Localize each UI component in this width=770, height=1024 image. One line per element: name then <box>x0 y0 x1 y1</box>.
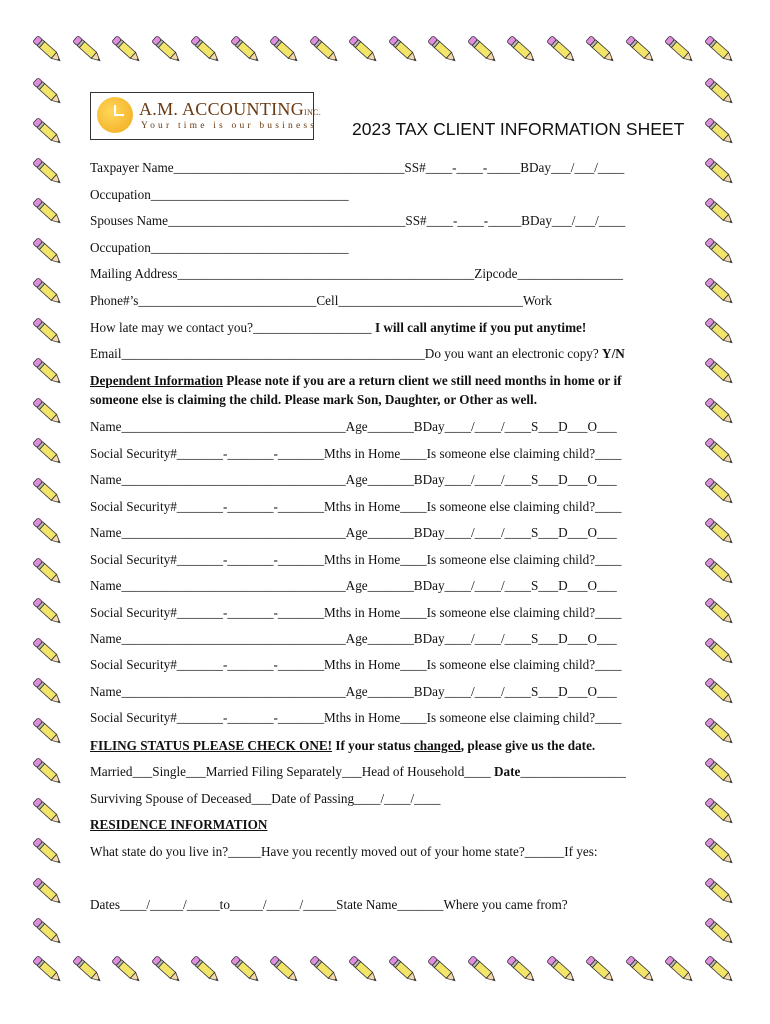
pencil-icon <box>107 30 147 70</box>
pencil-icon <box>68 950 108 990</box>
pencil-icon <box>700 752 740 792</box>
email-line[interactable]: Email______________________________________________Do you want an electronic copy? Y/N <box>90 346 625 361</box>
pencil-icon <box>28 352 68 392</box>
pencil-icon <box>28 950 68 990</box>
residence-dates-line[interactable]: Dates____/_____/_____to_____/_____/_____State Name_______Where you came from? <box>90 897 568 912</box>
pencil-icon <box>700 632 740 672</box>
dependent-ss-line[interactable]: Social Security#_______-_______-_______Mths in Home____Is someone else claiming child?____ <box>90 710 622 725</box>
pencil-icon <box>700 792 740 832</box>
contact-time-line[interactable]: How late may we contact you?__________________ I will call anytime if you put anytime! <box>90 320 587 335</box>
pencil-icon <box>700 950 740 990</box>
phone-line[interactable]: Phone#’s___________________________Cell____________________________Work <box>90 293 552 308</box>
page-title: 2023 TAX CLIENT INFORMATION SHEET <box>352 119 685 139</box>
pencil-icon <box>700 312 740 352</box>
dependent-ss-line[interactable]: Social Security#_______-_______-_______Mths in Home____Is someone else claiming child?____ <box>90 446 622 461</box>
filing-status-line[interactable]: Married___Single___Married Filing Separately___Head of Household____ Date________________ <box>90 764 626 779</box>
surviving-spouse-line[interactable]: Surviving Spouse of Deceased___Date of Passing____/____/____ <box>90 791 441 806</box>
dependent-name-line[interactable]: Name__________________________________Age_______BDay____/____/____S___D___O___ <box>90 684 617 699</box>
pencil-icon <box>28 912 68 952</box>
residence-state-line[interactable]: What state do you live in?_____Have you recently moved out of your home state?______If yes: <box>90 844 598 859</box>
pencil-icon <box>700 392 740 432</box>
pencil-icon <box>700 72 740 112</box>
pencil-icon <box>700 512 740 552</box>
pencil-icon <box>147 950 187 990</box>
pencil-icon <box>28 232 68 272</box>
pencil-icon <box>28 392 68 432</box>
pencil-icon <box>107 950 147 990</box>
pencil-icon <box>660 950 700 990</box>
dependent-heading: Dependent Information Please note if you are a return client we still need months in home or if <box>90 373 622 388</box>
logo-name: A.M. ACCOUNTINGINC. <box>139 99 321 119</box>
pencil-icon <box>423 950 463 990</box>
clock-icon <box>97 97 133 133</box>
mailing-address-line[interactable]: Mailing Address_____________________________________________Zipcode________________ <box>90 266 623 281</box>
pencil-icon <box>423 30 463 70</box>
pencil-icon <box>700 192 740 232</box>
taxpayer-name-line[interactable]: Taxpayer Name___________________________________SS#____-____-_____BDay___/___/____ <box>90 160 625 175</box>
pencil-icon <box>147 30 187 70</box>
pencil-icon <box>28 112 68 152</box>
dependent-name-line[interactable]: Name__________________________________Age_______BDay____/____/____S___D___O___ <box>90 631 617 646</box>
pencil-icon <box>700 352 740 392</box>
pencil-icon <box>344 30 384 70</box>
pencil-icon <box>226 950 266 990</box>
pencil-icon <box>581 30 621 70</box>
pencil-icon <box>28 752 68 792</box>
pencil-icon <box>660 30 700 70</box>
company-logo <box>90 92 321 140</box>
pencil-icon <box>28 712 68 752</box>
pencil-icon <box>621 30 661 70</box>
pencil-icon <box>621 950 661 990</box>
residence-heading: RESIDENCE INFORMATION <box>90 817 268 832</box>
pencil-icon <box>542 30 582 70</box>
pencil-icon <box>542 950 582 990</box>
pencil-icon <box>28 632 68 672</box>
pencil-icon <box>700 872 740 912</box>
pencil-icon <box>700 912 740 952</box>
pencil-icon <box>28 672 68 712</box>
pencil-icon <box>700 272 740 312</box>
pencil-icon <box>28 472 68 512</box>
dependent-name-line[interactable]: Name__________________________________Age_______BDay____/____/____S___D___O___ <box>90 578 617 593</box>
pencil-icon <box>700 712 740 752</box>
pencil-icon <box>700 30 740 70</box>
pencil-icon <box>502 30 542 70</box>
pencil-icon <box>502 950 542 990</box>
pencil-icon <box>226 30 266 70</box>
dependent-name-line[interactable]: Name__________________________________Age_______BDay____/____/____S___D___O___ <box>90 419 617 434</box>
pencil-icon <box>700 432 740 472</box>
logo-tagline: Your time is our business <box>141 121 318 131</box>
dependent-name-line[interactable]: Name__________________________________Age_______BDay____/____/____S___D___O___ <box>90 472 617 487</box>
pencil-icon <box>28 272 68 312</box>
pencil-icon <box>186 950 226 990</box>
spouse-name-line[interactable]: Spouses Name____________________________________SS#____-____-_____BDay___/___/____ <box>90 213 626 228</box>
pencil-icon <box>700 472 740 512</box>
pencil-icon <box>28 30 68 70</box>
pencil-icon <box>28 592 68 632</box>
pencil-icon <box>68 30 108 70</box>
spouse-occupation-line[interactable]: Occupation______________________________ <box>90 240 349 255</box>
pencil-icon <box>265 30 305 70</box>
pencil-icon <box>463 950 503 990</box>
pencil-icon <box>344 950 384 990</box>
dependent-ss-line[interactable]: Social Security#_______-_______-_______Mths in Home____Is someone else claiming child?____ <box>90 552 622 567</box>
pencil-icon <box>28 192 68 232</box>
pencil-icon <box>581 950 621 990</box>
pencil-icon <box>186 30 226 70</box>
taxpayer-occupation-line[interactable]: Occupation______________________________ <box>90 187 349 202</box>
pencil-icon <box>700 832 740 872</box>
pencil-icon <box>28 152 68 192</box>
pencil-icon <box>700 232 740 272</box>
pencil-icon <box>700 552 740 592</box>
pencil-icon <box>305 950 345 990</box>
pencil-icon <box>700 152 740 192</box>
pencil-icon <box>28 832 68 872</box>
pencil-icon <box>305 30 345 70</box>
dependent-note: someone else is claiming the child. Please mark Son, Daughter, or Other as well. <box>90 392 538 407</box>
dependent-ss-line[interactable]: Social Security#_______-_______-_______Mths in Home____Is someone else claiming child?____ <box>90 657 622 672</box>
filing-status-heading: FILING STATUS PLEASE CHECK ONE! If your status changed, please give us the date. <box>90 738 596 753</box>
pencil-icon <box>28 432 68 472</box>
dependent-name-line[interactable]: Name__________________________________Age_______BDay____/____/____S___D___O___ <box>90 525 617 540</box>
pencil-icon <box>265 950 305 990</box>
pencil-icon <box>384 30 424 70</box>
pencil-icon <box>28 792 68 832</box>
dependent-ss-line[interactable]: Social Security#_______-_______-_______Mths in Home____Is someone else claiming child?____ <box>90 605 622 620</box>
pencil-icon <box>28 72 68 112</box>
pencil-icon <box>384 950 424 990</box>
pencil-icon <box>463 30 503 70</box>
pencil-icon <box>28 872 68 912</box>
pencil-icon <box>28 512 68 552</box>
dependent-ss-line[interactable]: Social Security#_______-_______-_______Mths in Home____Is someone else claiming child?____ <box>90 499 622 514</box>
pencil-icon <box>700 592 740 632</box>
pencil-icon <box>28 552 68 592</box>
pencil-icon <box>700 672 740 712</box>
pencil-icon <box>700 112 740 152</box>
pencil-icon <box>28 312 68 352</box>
